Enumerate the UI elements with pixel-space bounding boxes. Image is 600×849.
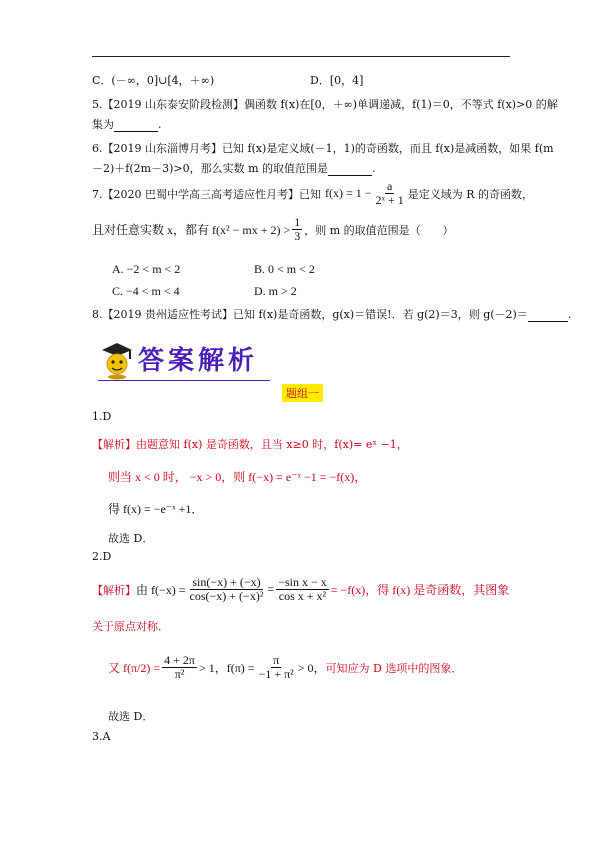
q7-option-d: D. m > 2 [254,284,297,298]
fraction: $\frac{\sin(-x) + (-x)}{\text{cos(−x) + (−x)²}}$ [189,575,264,603]
q6-line1: 6.【2019 山东淄博月考】已知 f(x)是定义域(－1，1)的奇函数，而且 f(x)是减函数，如果 f(m [92,142,554,155]
answer-3-number: 3.A [92,730,111,743]
q7-option-a: A. −2 < m < 2 [112,262,181,276]
answer-banner [98,340,274,382]
fraction: $\frac{4 + 2\pi}{\text{π²}}$ [164,653,195,681]
q7-line2: 且对任意实数 x，都有 f(x² − mx + 2) > $\frac{1}{3}$ ，则 m 的取值范围是（ ） [92,215,454,243]
q8-line: 8.【2019 贵州适应性考试】已知 f(x)是奇函数，g(x)＝错误!．若 g(2)＝3，则 g(－2)＝ . [92,308,572,321]
q7-option-b: B. 0 < m < 2 [254,262,315,276]
q4-option-d: D．[0，4] [310,74,364,87]
answer-1-line2: 则当 x < 0 时， −x > 0，则 f(−x) = e⁻ˣ −1 = −f(x)， [108,470,367,484]
q6-line2: －2)＋f(2m－3)>0，那么实数 m 的取值范围是 . [92,162,376,175]
q5-line2: 集为 . [92,118,162,131]
answer-blank [528,308,568,322]
answer-1-number: 1.D [92,410,112,423]
answer-2-line1: 【解析】 由 f(−x) = $\frac{\sin(-x) + (-x)}{\text{cos(−x) + (−x)²}}$ = $\frac{\text{−sin x − x}}{\text{cos x + x²}}$ = −f(x)，得 f(x) 是奇函数，其图象 [92,575,510,603]
group-tag: 题组一 [282,384,323,402]
answer-2-line4: 故选 D． [108,710,154,723]
answer-1-line3: 得 f(x) = −e⁻ˣ +1． [108,502,204,516]
answer-blank [328,162,372,176]
answer-2-number: 2.D [92,550,112,563]
answer-1-line1: 【解析】由题意知 f(x) 是奇函数，且当 x≥0 时，f(x)= eˣ −1， [92,438,408,451]
fraction: $\frac{1}{3}$ [294,215,301,243]
q7-line1: 7.【2020 巴蜀中学高三高考适应性月考】已知 f(x) = 1 − $\frac{a}{\text{2ˣ + 1}}$ 是定义域为 R 的奇函数， [92,179,534,207]
scholar-mascot-icon [98,340,136,380]
top-rule [92,56,510,57]
fraction: $\frac{a}{\text{2ˣ + 1}}$ [375,179,404,207]
fraction: $\frac{\pi}{\text{−1 + π²}}$ [258,653,294,681]
answer-banner-title: 答案解析 [138,346,259,376]
answer-2-line2: 关于原点对称． [92,620,169,633]
q5-line1: 5.【2019 山东泰安阶段检测】偶函数 f(x)在[0，＋∞)单调递减，f(1)＝0，不等式 f(x)>0 的解 [92,98,558,111]
fraction: $\frac{\text{−sin x − x}}{\text{cos x + x²}}$ [278,575,327,603]
banner-underline [98,380,270,381]
answer-1-line4: 故选 D． [108,532,154,545]
q7-option-c: C. −4 < m < 4 [112,284,180,298]
q4-option-c: C．(－∞，0]∪[4，＋∞) [92,74,215,87]
answer-2-line3: 又 f(π/2) = $\frac{4 + 2\pi}{\text{π²}}$ > 1，f(π) = $\frac{\pi}{\text{−1 + π²}}$ > 0， 可知应为 D 选项中的图象． [108,653,463,681]
answer-blank [114,118,158,132]
